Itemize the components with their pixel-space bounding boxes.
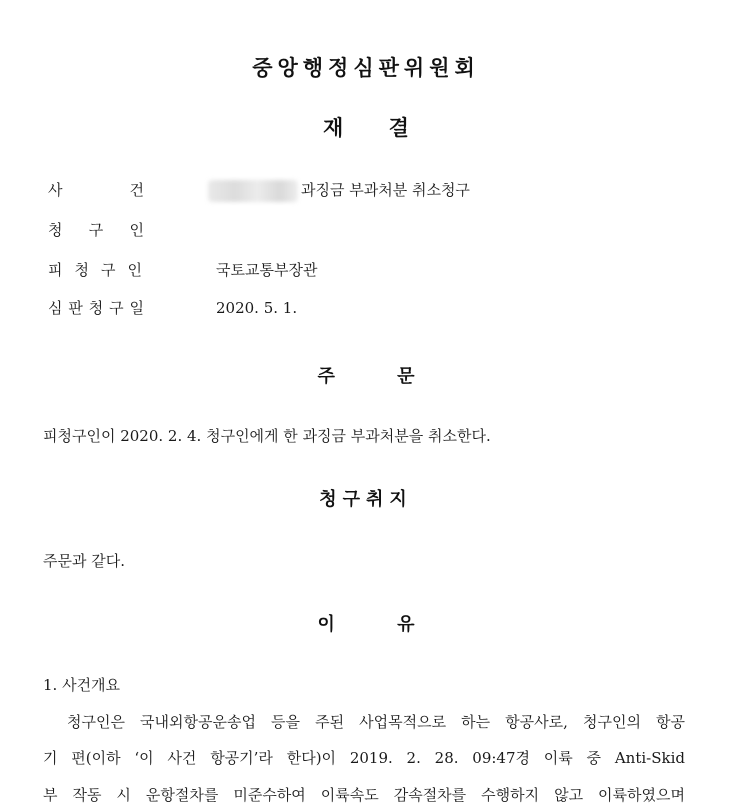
document-title: 재 결 [323, 116, 409, 140]
label-char: 인 [129, 221, 144, 239]
reason-paragraph-line: 청구인은 국내외항공운송업 등을 주된 사업목적으로 하는 항공사로, 청구인의 항공 [67, 713, 685, 731]
redacted-case-number [208, 180, 298, 202]
label-char: 사 [48, 181, 63, 199]
label-char: 피 [48, 261, 63, 279]
field-value-filing-date: 2020. 5. 1. [216, 299, 298, 317]
field-value-case [216, 178, 470, 202]
section-heading-claim: 청구취지 [319, 489, 413, 510]
field-row-respondent [48, 258, 688, 282]
label-char: 청 [74, 261, 89, 279]
field-label-claimant [48, 218, 144, 242]
reason-subheading: 1. 사건개요 [43, 676, 121, 694]
case-title: 과징금 부과처분 취소청구 [301, 181, 470, 199]
label-char: 구 [88, 221, 104, 239]
organization-title: 중앙행정심판위원회 [252, 56, 480, 80]
label-char: 청 [88, 299, 104, 317]
label-char: 구 [101, 261, 116, 279]
field-label-filing-date [48, 296, 144, 320]
field-label-case [48, 178, 144, 202]
field-row-filing-date [48, 296, 688, 320]
label-char: 판 [68, 299, 83, 317]
label-char: 구 [109, 299, 124, 317]
label-char: 청 [48, 221, 63, 239]
label-char: 인 [127, 261, 142, 279]
section-heading-order: 주 문 [317, 366, 415, 387]
label-char: 심 [48, 299, 63, 317]
section-heading-reason: 이 유 [317, 614, 415, 635]
field-value-respondent: 국토교통부장관 [216, 261, 318, 279]
reason-paragraph-line: 기 편(이하 ‘이 사건 항공기’라 한다)이 2019. 2. 28. 09:47경 이륙 중 Anti-Skid [43, 749, 685, 767]
label-char: 일 [129, 299, 144, 317]
field-row-claimant [48, 218, 688, 242]
field-row-case [48, 178, 688, 202]
claim-text: 주문과 같다. [43, 552, 125, 570]
reason-paragraph-line: 부 작동 시 운항절차를 미준수하여 이륙속도 감속절차를 수행하지 않고 이륙하였으며 [43, 786, 685, 804]
order-text: 피청구인이 2020. 2. 4. 청구인에게 한 과징금 부과처분을 취소한다. [43, 427, 491, 445]
label-char: 건 [129, 181, 144, 199]
field-label-respondent [48, 258, 142, 282]
